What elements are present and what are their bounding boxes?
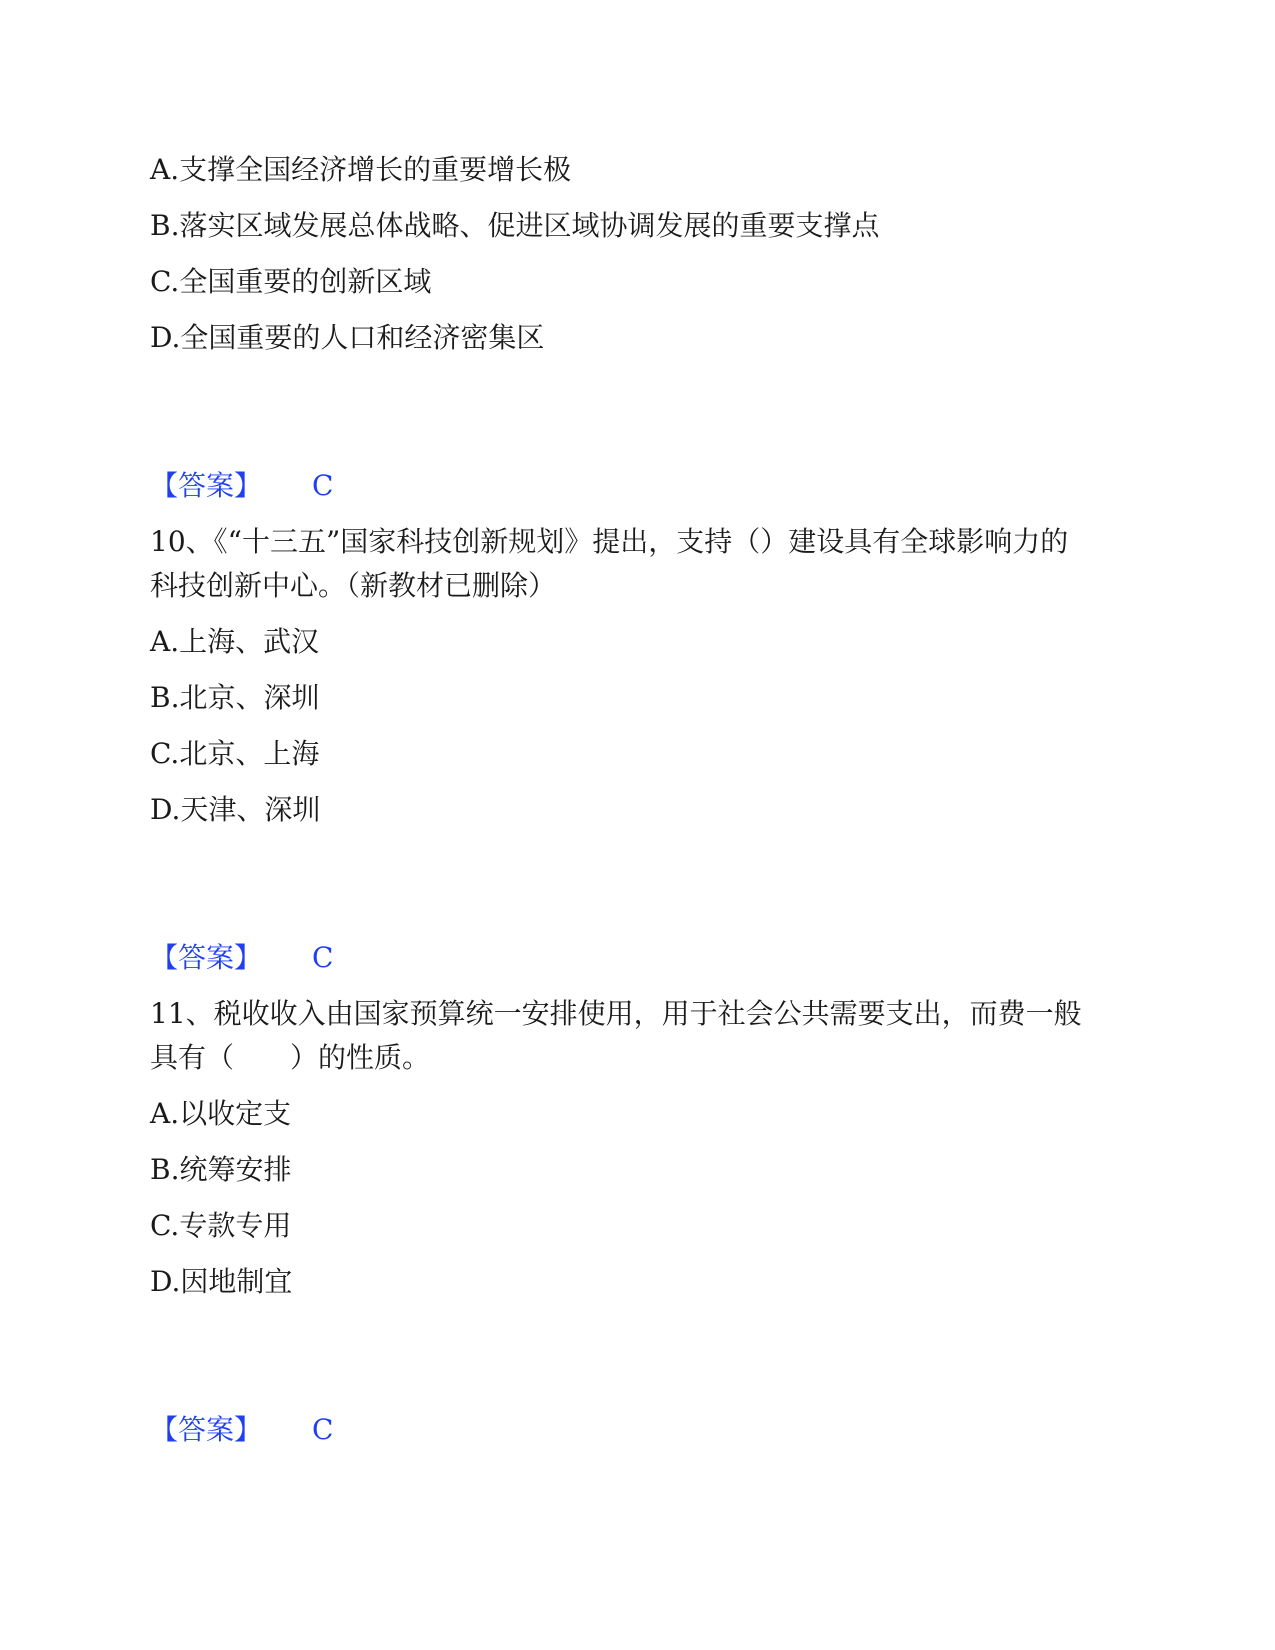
q9-option-c: C.全国重要的创新区域 <box>150 265 432 298</box>
q10-stem-line2: 科技创新中心。（新教材已删除） <box>150 569 557 602</box>
q10-option-a: A.上海、武汉 <box>150 625 320 658</box>
answer-value: C <box>312 1413 334 1446</box>
q10-stem-line1: 10、《“十三五”国家科技创新规划》提出，支持（）建设具有全球影响力的 <box>150 525 1069 558</box>
q10-answer <box>150 940 333 976</box>
q9-answer <box>150 468 333 504</box>
q10-option-c: C.北京、上海 <box>150 737 320 770</box>
q11-option-c: C.专款专用 <box>150 1209 292 1242</box>
q11-stem-line1: 11、税收收入由国家预算统一安排使用，用于社会公共需要支出，而费一般 <box>150 997 1082 1030</box>
answer-label: 【答案】 <box>150 941 263 974</box>
answer-label: 【答案】 <box>150 469 263 502</box>
q11-option-b: B.统筹安排 <box>150 1153 292 1186</box>
q9-option-a: A.支撑全国经济增长的重要增长极 <box>150 153 572 186</box>
q11-answer <box>150 1412 333 1448</box>
answer-value: C <box>312 469 334 502</box>
q10-option-d: D.天津、深圳 <box>150 793 321 826</box>
q9-option-b: B.落实区域发展总体战略、促进区域协调发展的重要支撑点 <box>150 209 880 242</box>
q11-option-a: A.以收定支 <box>150 1097 292 1130</box>
q10-option-b: B.北京、深圳 <box>150 681 320 714</box>
answer-label: 【答案】 <box>150 1413 263 1446</box>
answer-value: C <box>312 941 334 974</box>
q9-option-d: D.全国重要的人口和经济密集区 <box>150 321 545 354</box>
q11-stem-line2: 具有（ ）的性质。 <box>150 1041 431 1074</box>
q11-option-d: D.因地制宜 <box>150 1265 293 1298</box>
